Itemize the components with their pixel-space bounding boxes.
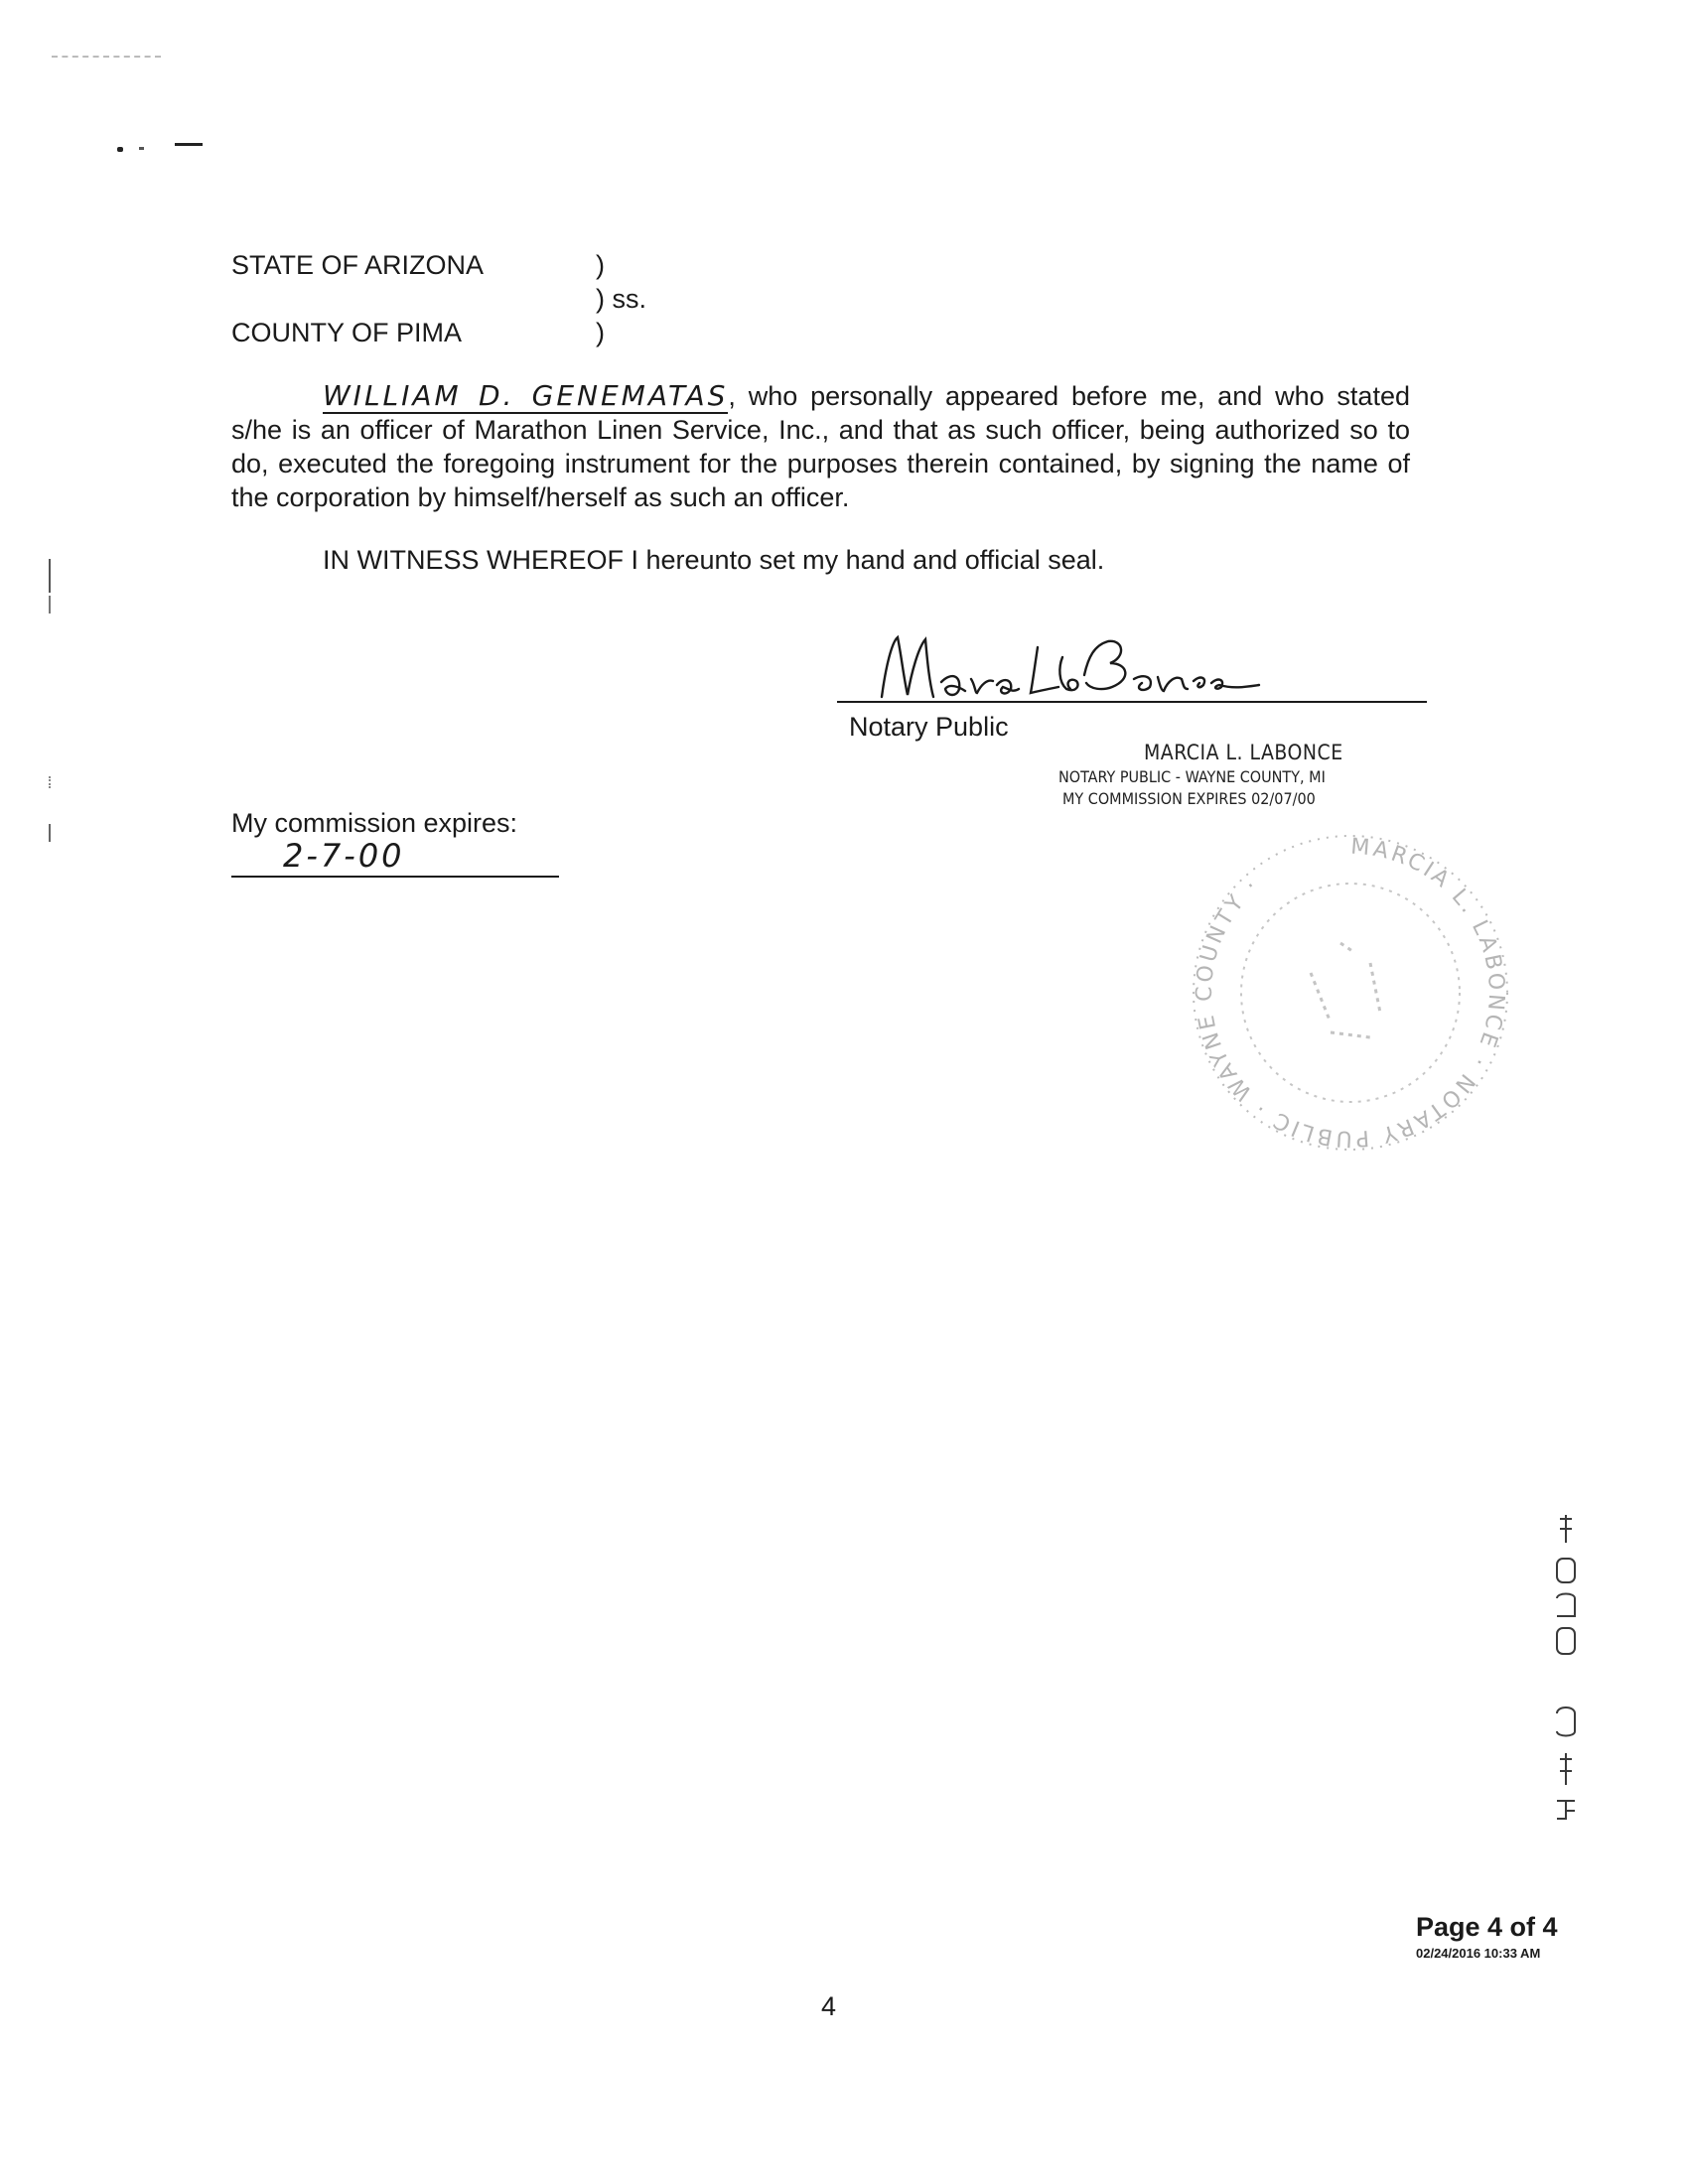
- scan-mark: [139, 147, 144, 150]
- witness-clause: IN WITNESS WHEREOF I hereunto set my hand and official seal.: [323, 545, 1105, 575]
- page-of-label: Page 4 of 4: [1416, 1912, 1558, 1942]
- notary-public-label: Notary Public: [849, 712, 1009, 742]
- notary-seal: [1182, 824, 1519, 1161]
- venue-paren: ): [596, 318, 605, 347]
- acknowledgment-text: , who personally appeared before me, and who stated s/he is an officer of Marathon Linen Service, Inc., and that as such officer, being authorized so to do, executed the foregoing instrument for the purposes therein contained, by signing the name of the corporation by himself/herself as such an officer.: [231, 381, 1410, 512]
- scan-mark: [52, 56, 161, 60]
- venue-county: COUNTY OF PIMA: [231, 318, 463, 347]
- signature-line: [837, 701, 1427, 703]
- margin-mark: [49, 559, 51, 593]
- margin-mark: [49, 776, 53, 788]
- margin-mark: [49, 824, 51, 842]
- scan-mark: [175, 143, 203, 146]
- svg-text:MARCIA L. LABONCE · NOTARY PUB: [1193, 835, 1508, 1152]
- acknowledgment-paragraph: [231, 379, 1410, 514]
- stamp-expiry: MY COMMISSION EXPIRES 02/07/00: [1062, 789, 1316, 808]
- vertical-bates-stamp: [1551, 1507, 1581, 1835]
- margin-mark: [49, 596, 51, 614]
- venue-paren: ): [596, 250, 605, 280]
- commission-date-handwritten: 2-7-00: [283, 837, 405, 875]
- venue-ss: ) ss.: [596, 284, 646, 314]
- officer-name-handwritten: WILLIAM D. GENEMATAS: [323, 379, 729, 412]
- seal-text: MARCIA L. LABONCE · NOTARY PUBLIC · WAYNE COUNTY ·: [1192, 834, 1509, 1152]
- venue-state: STATE OF ARIZONA: [231, 250, 485, 280]
- notary-signature: [864, 627, 1321, 717]
- commission-label: My commission expires:: [231, 808, 518, 838]
- commission-date-line: [231, 876, 559, 878]
- stamp-county: NOTARY PUBLIC - WAYNE COUNTY, MI: [1058, 767, 1326, 786]
- page-number: 4: [821, 1991, 837, 2021]
- stamp-name: MARCIA L. LABONCE: [1144, 741, 1343, 764]
- scan-mark: [117, 147, 123, 152]
- print-timestamp: 02/24/2016 10:33 AM: [1416, 1946, 1541, 1961]
